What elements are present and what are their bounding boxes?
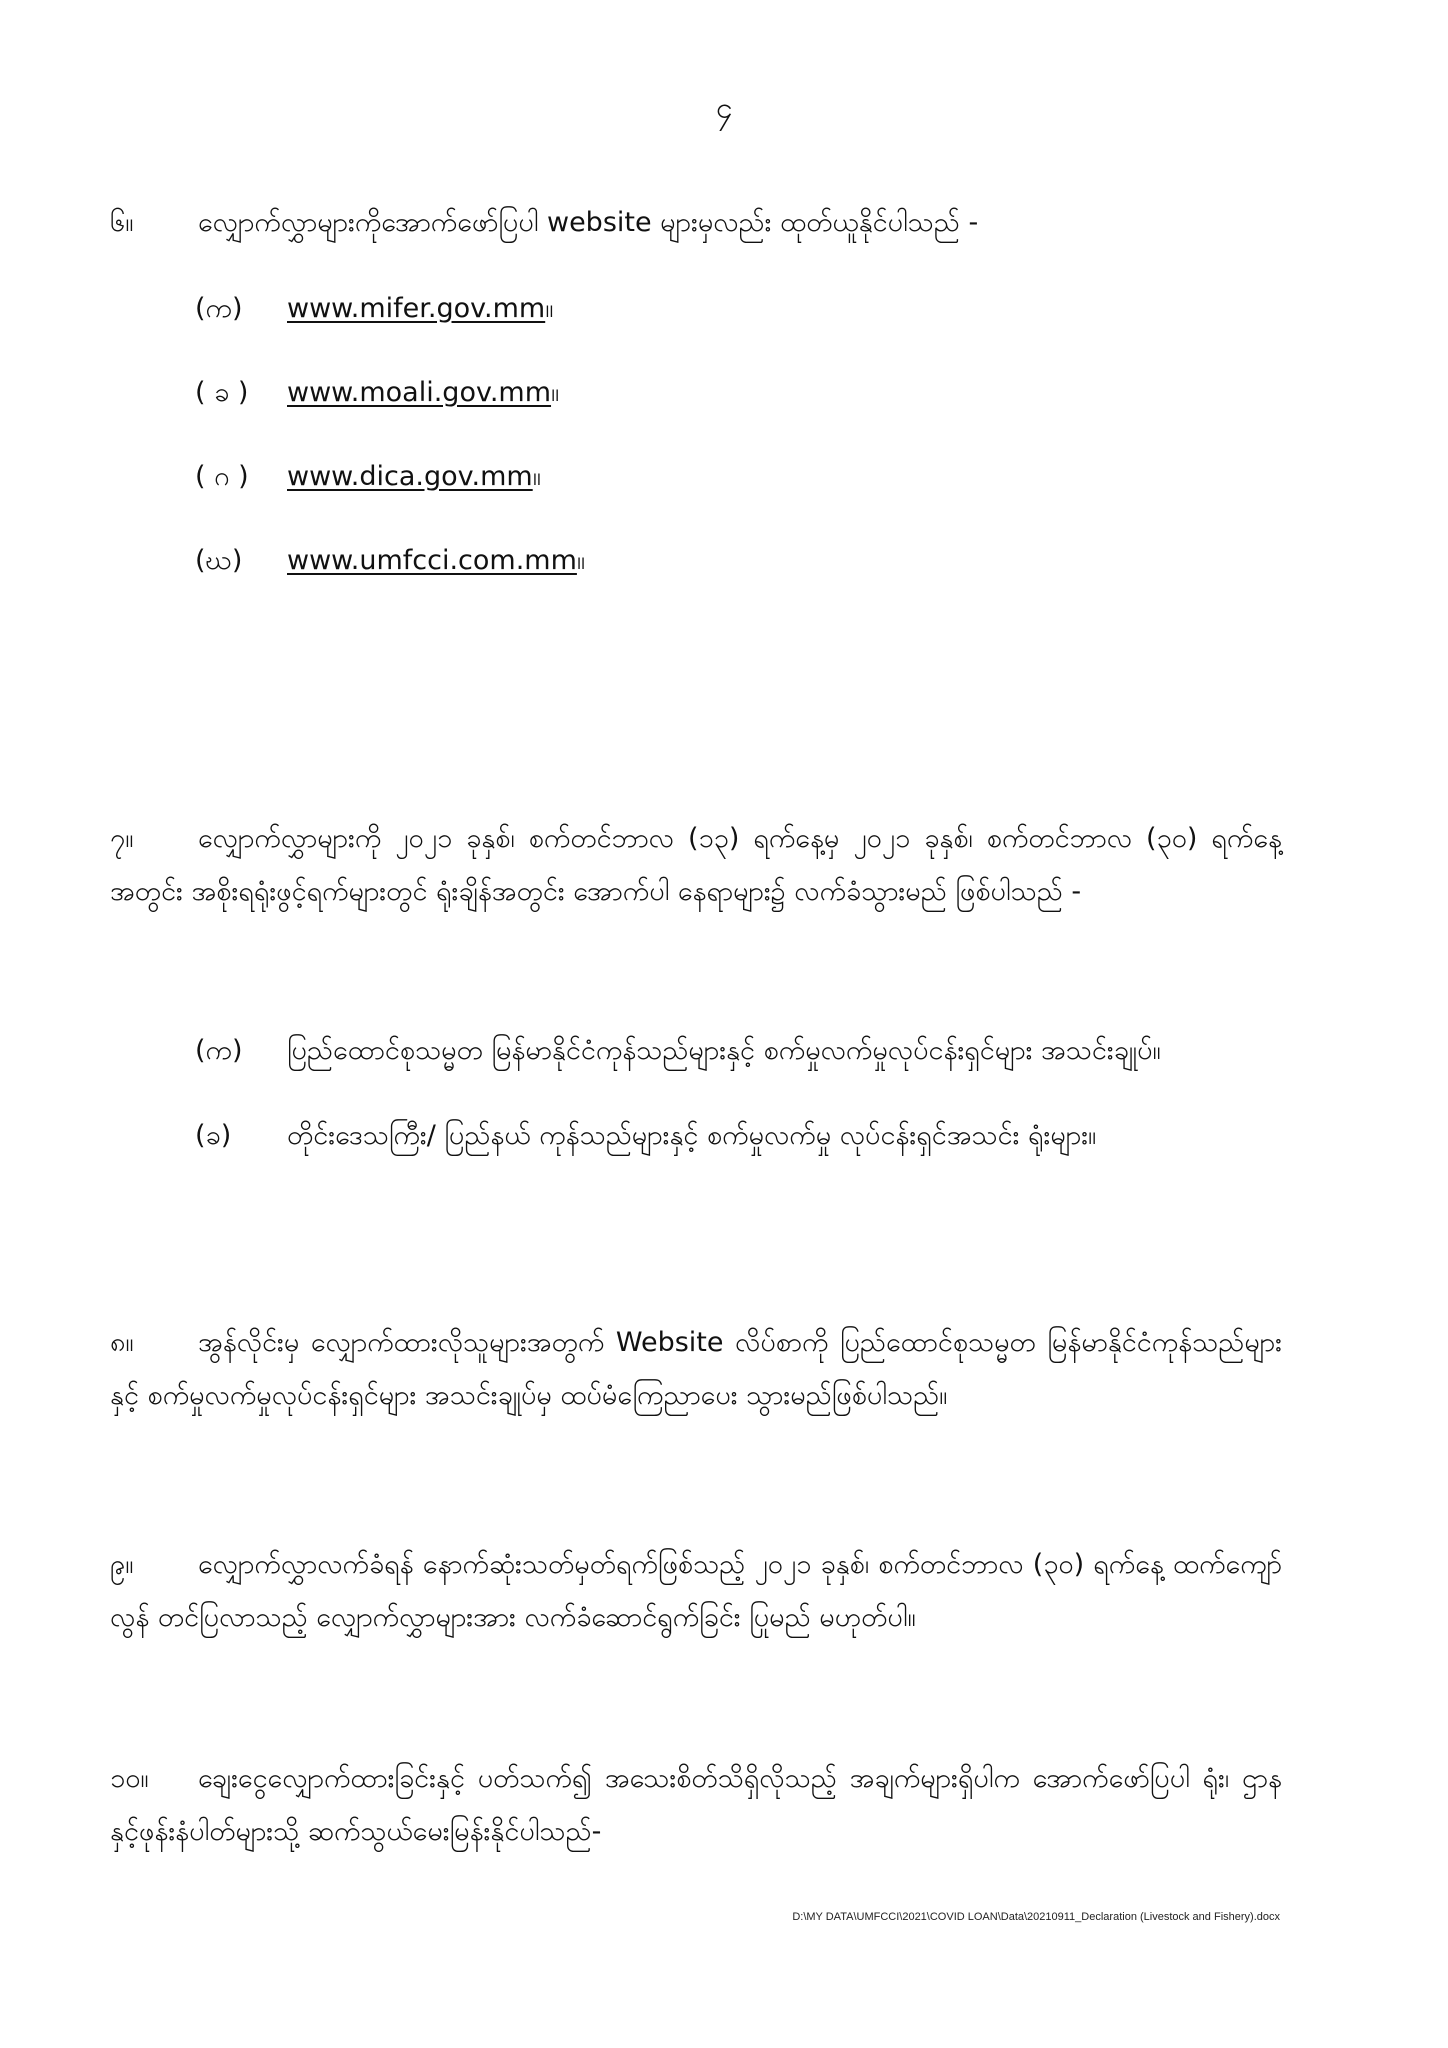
website-list (195, 282, 1282, 618)
website-item-gha (195, 534, 1282, 618)
location-item-marker: (က) (195, 1035, 243, 1066)
section-6-number: ၆။ (110, 207, 134, 238)
website-item-marker: ( ဂ ) (195, 461, 249, 492)
section-9-text: လျှောက်လွှာလက်ခံရန် နောက်ဆုံးသတ်မှတ်ရက်ဖြစ်သည့် ၂၀၂၁ ခုနှစ်၊ စက်တင်ဘာလ (၃၀) ရက်နေ့ ထက်ကျော်လွန် တင်ပြလာသည့် လျှောက်လွှာများအား လက်ခံဆောင်ရွက်ခြင်း ပြုမည် မဟုတ်ပါ။ (110, 1549, 1282, 1633)
section-10-number: ၁၀။ (110, 1763, 149, 1794)
website-item-ka (195, 282, 1282, 366)
website-link-dica[interactable]: www.dica.gov.mm (287, 461, 533, 492)
location-item-text: တိုင်းဒေသကြီး/ ပြည်နယ် ကုန်သည်များနှင့် စက်မှုလက်မှု လုပ်ငန်းရှင်အသင်း ရုံးများ။ (287, 1120, 1097, 1151)
item-end-mark: ။ (551, 377, 560, 408)
section-6 (110, 196, 1282, 249)
location-item-kha (195, 1109, 1282, 1162)
section-6-text: လျှောက်လွှာများကိုအောက်ဖော်ပြပါ website များမှလည်း ထုတ်ယူနိုင်ပါသည် - (198, 207, 979, 238)
section-7 (110, 812, 1282, 918)
section-10 (110, 1752, 1282, 1858)
website-item-ga (195, 450, 1282, 534)
website-link-mifer[interactable]: www.mifer.gov.mm (287, 293, 546, 324)
item-end-mark: ။ (545, 293, 554, 324)
section-7-number: ၇။ (110, 823, 134, 854)
section-7-text: လျှောက်လွှာများကို ၂၀၂၁ ခုနှစ်၊ စက်တင်ဘာလ (၁၃) ရက်နေ့မှ ၂၀၂၁ ခုနှစ်၊ စက်တင်ဘာလ (၃၀) ရက်နေ့အတွင်း အစိုးရရုံးဖွင့်ရက်များတွင် ရုံးချိန်အတွင်း အောက်ပါ နေရာများ၌ လက်ခံသွားမည် ဖြစ်ပါသည် - (110, 823, 1282, 907)
website-link-umfcci[interactable]: www.umfcci.com.mm (287, 545, 577, 576)
section-9-number: ၉။ (110, 1549, 134, 1580)
website-item-marker: (ဃ) (195, 545, 243, 576)
location-item-marker: (ခ) (195, 1120, 232, 1151)
website-link-moali[interactable]: www.moali.gov.mm (287, 377, 552, 408)
section-8-text: အွန်လိုင်းမှ လျှောက်ထားလိုသူများအတွက် Website လိပ်စာကို ပြည်ထောင်စုသမ္မတ မြန်မာနိုင်ငံကုန်သည်များနှင့် စက်မှုလက်မှုလုပ်ငန်းရှင်များ အသင်းချုပ်မှ ထပ်မံကြေညာပေး သွားမည်ဖြစ်ပါသည်။ (110, 1327, 1282, 1411)
website-item-marker: ( ခ ) (195, 377, 249, 408)
website-item-kha (195, 366, 1282, 450)
website-item-marker: (က) (195, 293, 243, 324)
item-end-mark: ။ (576, 545, 586, 576)
footer-file-path: D:\MY DATA\UMFCCI\2021\COVID LOAN\Data\20210911_Declaration (Livestock and Fishery).docx (792, 1911, 1280, 1923)
location-item-ka (195, 1024, 1282, 1077)
item-end-mark: ။ (532, 461, 541, 492)
section-9 (110, 1538, 1282, 1644)
section-8-number: ၈။ (110, 1327, 134, 1358)
section-8 (110, 1316, 1282, 1422)
page-number: ၄ (715, 91, 733, 126)
submission-location-list (195, 1024, 1282, 1162)
section-10-text: ချေးငွေလျှောက်ထားခြင်းနှင့် ပတ်သက်၍ အသေးစိတ်သိရှိလိုသည့် အချက်များရှိပါက အောက်ဖော်ပြပါ ရုံး၊ ဌာနနှင့်ဖုန်းနံပါတ်များသို့ ဆက်သွယ်မေးမြန်းနိုင်ပါသည်- (110, 1763, 1282, 1847)
location-item-text: ပြည်ထောင်စုသမ္မတ မြန်မာနိုင်ငံကုန်သည်များနှင့် စက်မှုလက်မှုလုပ်ငန်းရှင်များ အသင်းချုပ်။ (287, 1035, 1161, 1066)
